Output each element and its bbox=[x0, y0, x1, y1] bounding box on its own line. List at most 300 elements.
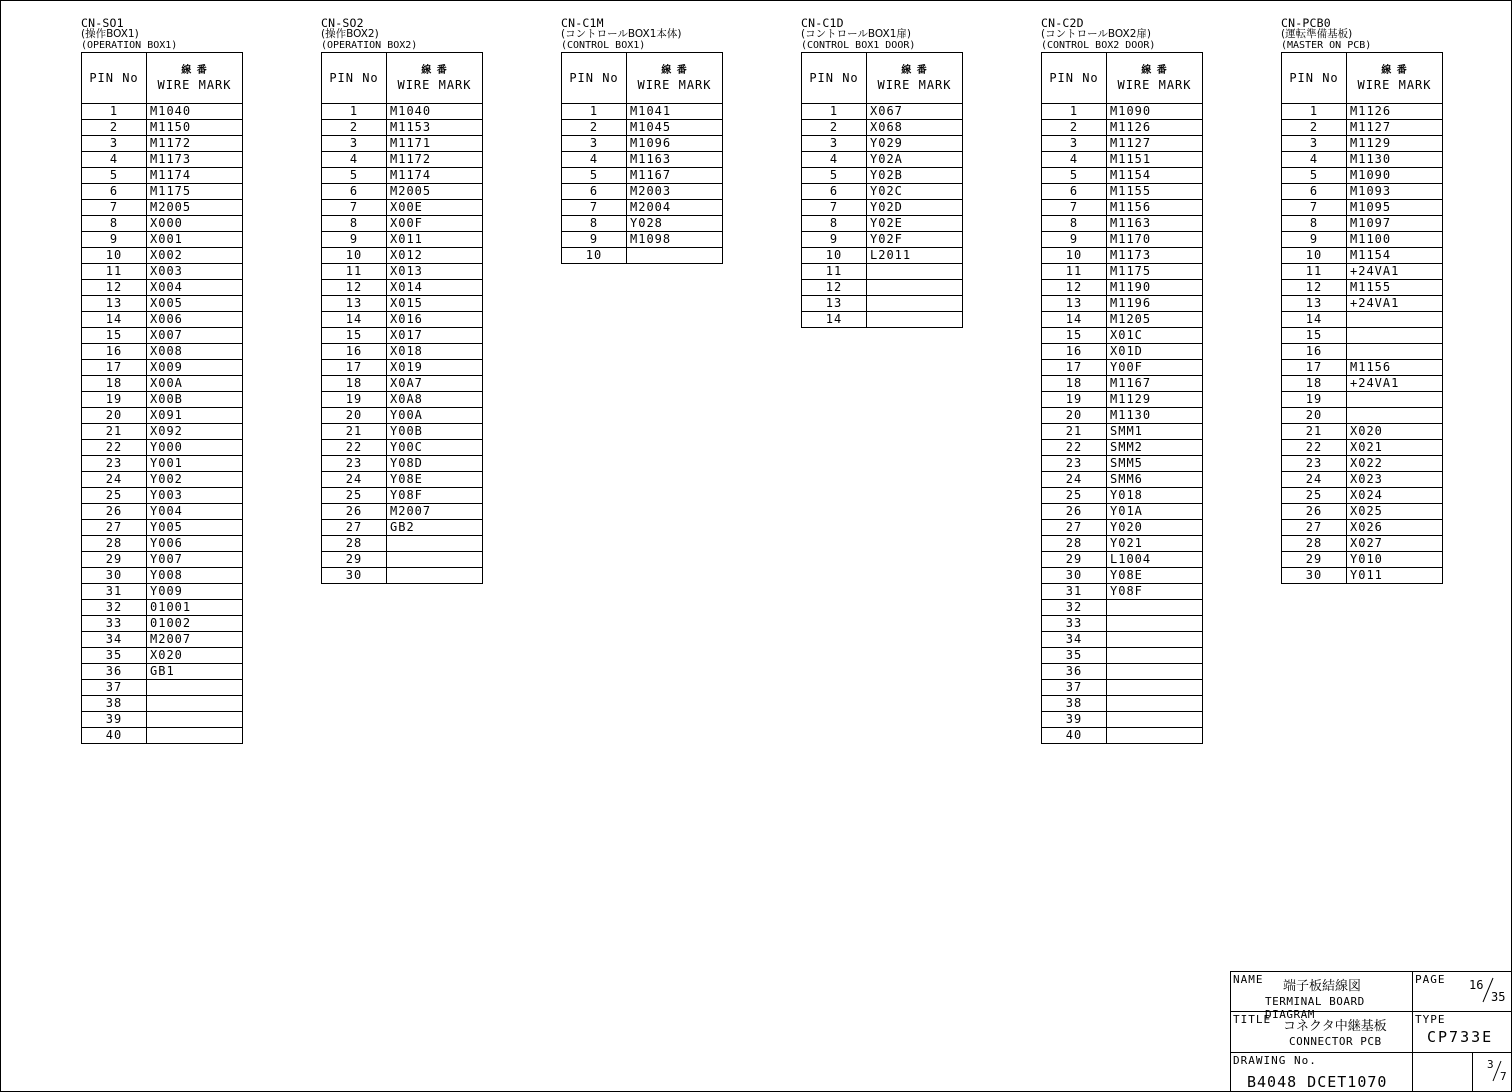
wire-mark: M1155 bbox=[1107, 184, 1203, 200]
table-row bbox=[1282, 136, 1443, 152]
wire-mark: X092 bbox=[147, 424, 243, 440]
wire-mark: X026 bbox=[1347, 520, 1443, 536]
wire-mark: X01C bbox=[1107, 328, 1203, 344]
pin-number: 18 bbox=[322, 376, 387, 392]
pin-number: 23 bbox=[1282, 456, 1347, 472]
name-label: NAME bbox=[1233, 973, 1264, 986]
wire-mark: M1205 bbox=[1107, 312, 1203, 328]
wire-mark: M1173 bbox=[147, 152, 243, 168]
table-row bbox=[1042, 312, 1203, 328]
wire-mark: X091 bbox=[147, 408, 243, 424]
table-row bbox=[82, 376, 243, 392]
pin-table bbox=[1041, 52, 1203, 744]
pin-number: 24 bbox=[1282, 472, 1347, 488]
pin-number: 3 bbox=[562, 136, 627, 152]
table-header bbox=[1042, 53, 1203, 104]
wire-mark: M2005 bbox=[147, 200, 243, 216]
wire-mark-header-jp: 線 番 bbox=[1381, 65, 1408, 76]
pin-number: 3 bbox=[1042, 136, 1107, 152]
table-row bbox=[1282, 120, 1443, 136]
table-row bbox=[322, 232, 483, 248]
pin-number: 29 bbox=[1282, 552, 1347, 568]
wire-mark: M1174 bbox=[147, 168, 243, 184]
table-row bbox=[82, 520, 243, 536]
pin-number: 29 bbox=[1042, 552, 1107, 568]
pin-number: 20 bbox=[1282, 408, 1347, 424]
table-row bbox=[802, 264, 963, 280]
table-row bbox=[1042, 248, 1203, 264]
pin-number: 5 bbox=[802, 168, 867, 184]
pin-number: 9 bbox=[1042, 232, 1107, 248]
pin-number: 1 bbox=[802, 104, 867, 120]
wire-mark-header bbox=[627, 53, 723, 104]
page-total: 35 bbox=[1491, 990, 1506, 1004]
pin-number: 10 bbox=[322, 248, 387, 264]
pin-number: 29 bbox=[322, 552, 387, 568]
table-row bbox=[1042, 680, 1203, 696]
wire-mark: M1156 bbox=[1107, 200, 1203, 216]
drawing-name-en: TERMINAL BOARD DIAGRAM bbox=[1265, 995, 1365, 1021]
wire-mark: X0A8 bbox=[387, 392, 483, 408]
table-row bbox=[1042, 728, 1203, 744]
wire-mark: X00E bbox=[387, 200, 483, 216]
connector-cn-c1m bbox=[561, 18, 723, 264]
pin-number: 17 bbox=[1282, 360, 1347, 376]
connector-title-en: (CONTROL BOX2 DOOR) bbox=[1041, 40, 1156, 51]
table-row bbox=[802, 248, 963, 264]
table-row bbox=[1282, 392, 1443, 408]
wire-mark: M1172 bbox=[387, 152, 483, 168]
pin-number: 7 bbox=[322, 200, 387, 216]
table-row bbox=[1042, 440, 1203, 456]
table-row bbox=[1282, 504, 1443, 520]
pin-number: 8 bbox=[802, 216, 867, 232]
wire-mark: Y005 bbox=[147, 520, 243, 536]
pin-number: 7 bbox=[802, 200, 867, 216]
drawing-number-label: DRAWING No. bbox=[1233, 1054, 1317, 1067]
pin-number: 26 bbox=[82, 504, 147, 520]
connector-title-en: (OPERATION BOX2) bbox=[321, 40, 418, 51]
pin-number: 10 bbox=[562, 248, 627, 264]
table-row bbox=[1042, 120, 1203, 136]
wire-mark-header bbox=[147, 53, 243, 104]
pin-number: 8 bbox=[322, 216, 387, 232]
wire-mark bbox=[1107, 648, 1203, 664]
table-row bbox=[1042, 568, 1203, 584]
pin-number: 37 bbox=[1042, 680, 1107, 696]
pin-number: 32 bbox=[82, 600, 147, 616]
wire-mark: M1129 bbox=[1347, 136, 1443, 152]
table-row bbox=[82, 536, 243, 552]
pin-number: 39 bbox=[82, 712, 147, 728]
wire-mark: X006 bbox=[147, 312, 243, 328]
table-row bbox=[1042, 152, 1203, 168]
pin-number: 29 bbox=[82, 552, 147, 568]
type-value: CP733E bbox=[1427, 1028, 1494, 1046]
pin-number: 2 bbox=[1282, 120, 1347, 136]
pin-number: 26 bbox=[1042, 504, 1107, 520]
wire-mark bbox=[627, 248, 723, 264]
sheet-total: 7 bbox=[1500, 1070, 1507, 1083]
pin-number: 36 bbox=[82, 664, 147, 680]
connector-id: CN-C2D bbox=[1041, 16, 1084, 30]
table-row bbox=[1282, 440, 1443, 456]
connector-title-jp: (コントロールBOX1本体) bbox=[561, 28, 682, 40]
pin-number: 11 bbox=[322, 264, 387, 280]
table-row bbox=[322, 424, 483, 440]
wire-mark: M1130 bbox=[1347, 152, 1443, 168]
wire-mark bbox=[1107, 712, 1203, 728]
pin-number: 3 bbox=[322, 136, 387, 152]
table-row bbox=[322, 504, 483, 520]
table-row bbox=[562, 216, 723, 232]
wire-mark: M1167 bbox=[627, 168, 723, 184]
pin-number: 4 bbox=[1042, 152, 1107, 168]
wire-mark bbox=[387, 568, 483, 584]
connector-id: CN-C1M bbox=[561, 16, 604, 30]
pin-number: 35 bbox=[82, 648, 147, 664]
table-header bbox=[82, 53, 243, 104]
wire-mark: M2007 bbox=[387, 504, 483, 520]
pin-table bbox=[801, 52, 963, 328]
table-row bbox=[322, 520, 483, 536]
page-number: 16 bbox=[1469, 978, 1484, 992]
table-row bbox=[1042, 472, 1203, 488]
pin-number: 22 bbox=[82, 440, 147, 456]
table-row bbox=[562, 136, 723, 152]
connector-title-en: (CONTROL BOX1) bbox=[561, 40, 646, 51]
type-cell bbox=[1412, 1011, 1512, 1052]
wire-mark-header-jp: 線 番 bbox=[181, 65, 208, 76]
pin-number: 15 bbox=[1042, 328, 1107, 344]
wire-mark: X01D bbox=[1107, 344, 1203, 360]
pin-number: 12 bbox=[802, 280, 867, 296]
table-row bbox=[1282, 312, 1443, 328]
wire-mark: X00F bbox=[387, 216, 483, 232]
pin-number: 31 bbox=[82, 584, 147, 600]
wire-mark: Y00B bbox=[387, 424, 483, 440]
pin-number: 13 bbox=[1282, 296, 1347, 312]
wire-mark: X013 bbox=[387, 264, 483, 280]
table-row bbox=[82, 136, 243, 152]
pin-number: 11 bbox=[82, 264, 147, 280]
table-row bbox=[322, 248, 483, 264]
table-row bbox=[1042, 376, 1203, 392]
table-header bbox=[562, 53, 723, 104]
table-row bbox=[1042, 520, 1203, 536]
table-row bbox=[1282, 552, 1443, 568]
table-row bbox=[562, 184, 723, 200]
table-row bbox=[82, 616, 243, 632]
wire-mark: X023 bbox=[1347, 472, 1443, 488]
table-row bbox=[1282, 520, 1443, 536]
wire-mark: X00B bbox=[147, 392, 243, 408]
table-row bbox=[322, 184, 483, 200]
pin-number: 5 bbox=[562, 168, 627, 184]
pin-number: 16 bbox=[1042, 344, 1107, 360]
table-row bbox=[1282, 408, 1443, 424]
pin-number: 2 bbox=[82, 120, 147, 136]
wire-mark-header bbox=[1107, 53, 1203, 104]
wire-mark: L1004 bbox=[1107, 552, 1203, 568]
wire-mark: X020 bbox=[147, 648, 243, 664]
pin-number: 20 bbox=[82, 408, 147, 424]
pin-number: 6 bbox=[562, 184, 627, 200]
pin-number: 27 bbox=[82, 520, 147, 536]
pin-number: 8 bbox=[562, 216, 627, 232]
table-row bbox=[1042, 600, 1203, 616]
pin-number: 6 bbox=[1042, 184, 1107, 200]
wire-mark: X024 bbox=[1347, 488, 1443, 504]
wire-mark: Y00A bbox=[387, 408, 483, 424]
wire-mark bbox=[1347, 312, 1443, 328]
pin-number: 13 bbox=[82, 296, 147, 312]
pin-number: 5 bbox=[82, 168, 147, 184]
table-row bbox=[1282, 280, 1443, 296]
pin-number: 23 bbox=[82, 456, 147, 472]
pin-number: 1 bbox=[82, 104, 147, 120]
connector-id: CN-PCB0 bbox=[1281, 16, 1331, 30]
wire-mark: M2003 bbox=[627, 184, 723, 200]
pin-number: 13 bbox=[1042, 296, 1107, 312]
pin-number: 20 bbox=[322, 408, 387, 424]
pin-number: 5 bbox=[1282, 168, 1347, 184]
wire-mark: Y08F bbox=[1107, 584, 1203, 600]
table-row bbox=[1042, 488, 1203, 504]
pin-number: 11 bbox=[1282, 264, 1347, 280]
table-row bbox=[82, 216, 243, 232]
page-label: PAGE bbox=[1415, 973, 1446, 986]
wire-mark: M1154 bbox=[1347, 248, 1443, 264]
table-row bbox=[1042, 536, 1203, 552]
pin-number: 12 bbox=[1042, 280, 1107, 296]
pin-number: 23 bbox=[1042, 456, 1107, 472]
table-row bbox=[82, 280, 243, 296]
wire-mark: X008 bbox=[147, 344, 243, 360]
table-row bbox=[1282, 472, 1443, 488]
wire-mark: Y011 bbox=[1347, 568, 1443, 584]
table-row bbox=[82, 440, 243, 456]
pin-number: 13 bbox=[802, 296, 867, 312]
pin-number: 24 bbox=[82, 472, 147, 488]
table-row bbox=[322, 264, 483, 280]
wire-mark: GB2 bbox=[387, 520, 483, 536]
table-row bbox=[322, 488, 483, 504]
connector-cn-c1d bbox=[801, 18, 963, 328]
wire-mark: X007 bbox=[147, 328, 243, 344]
wire-mark: Y00C bbox=[387, 440, 483, 456]
pin-number: 19 bbox=[322, 392, 387, 408]
table-row bbox=[802, 184, 963, 200]
wire-mark: M1155 bbox=[1347, 280, 1443, 296]
pin-number: 14 bbox=[82, 312, 147, 328]
wire-mark: Y002 bbox=[147, 472, 243, 488]
pin-number: 6 bbox=[1282, 184, 1347, 200]
table-row bbox=[82, 360, 243, 376]
table-row bbox=[802, 152, 963, 168]
table-row bbox=[1042, 392, 1203, 408]
wire-mark bbox=[1347, 328, 1443, 344]
pin-number: 26 bbox=[1282, 504, 1347, 520]
table-row bbox=[322, 536, 483, 552]
table-row bbox=[82, 168, 243, 184]
table-row bbox=[1042, 584, 1203, 600]
pin-number: 2 bbox=[802, 120, 867, 136]
table-row bbox=[82, 472, 243, 488]
wire-mark: SMM5 bbox=[1107, 456, 1203, 472]
table-row bbox=[1042, 296, 1203, 312]
pin-number: 5 bbox=[1042, 168, 1107, 184]
title-cell bbox=[1230, 1011, 1412, 1052]
pin-number: 19 bbox=[82, 392, 147, 408]
table-row bbox=[562, 248, 723, 264]
pin-number: 37 bbox=[82, 680, 147, 696]
pin-number: 14 bbox=[1042, 312, 1107, 328]
pin-number: 23 bbox=[322, 456, 387, 472]
pin-number: 25 bbox=[1042, 488, 1107, 504]
pin-number: 33 bbox=[82, 616, 147, 632]
pin-number: 9 bbox=[1282, 232, 1347, 248]
table-row bbox=[802, 296, 963, 312]
pin-number: 14 bbox=[1282, 312, 1347, 328]
wire-mark-header-en: WIRE MARK bbox=[397, 78, 472, 92]
wire-mark: M1190 bbox=[1107, 280, 1203, 296]
connector-id: CN-SO2 bbox=[321, 16, 364, 30]
table-row bbox=[1282, 264, 1443, 280]
pin-number: 27 bbox=[1042, 520, 1107, 536]
table-row bbox=[322, 456, 483, 472]
wire-mark: X00A bbox=[147, 376, 243, 392]
table-row bbox=[1042, 280, 1203, 296]
table-row bbox=[1042, 328, 1203, 344]
pin-number: 11 bbox=[802, 264, 867, 280]
pin-number: 34 bbox=[1042, 632, 1107, 648]
wire-mark: SMM2 bbox=[1107, 440, 1203, 456]
wire-mark: M1154 bbox=[1107, 168, 1203, 184]
pin-number: 26 bbox=[322, 504, 387, 520]
blank-cell bbox=[1412, 1052, 1472, 1092]
pin-number: 30 bbox=[1042, 568, 1107, 584]
table-row bbox=[1042, 552, 1203, 568]
table-row bbox=[1042, 232, 1203, 248]
table-row bbox=[82, 456, 243, 472]
wire-mark: Y010 bbox=[1347, 552, 1443, 568]
pin-number: 18 bbox=[1282, 376, 1347, 392]
wire-mark: X009 bbox=[147, 360, 243, 376]
wire-mark: M1045 bbox=[627, 120, 723, 136]
wire-mark: M1127 bbox=[1347, 120, 1443, 136]
wire-mark: M1127 bbox=[1107, 136, 1203, 152]
table-row bbox=[322, 376, 483, 392]
table-header bbox=[322, 53, 483, 104]
wire-mark: M1097 bbox=[1347, 216, 1443, 232]
wire-mark: M1098 bbox=[627, 232, 723, 248]
pin-number: 10 bbox=[1282, 248, 1347, 264]
pin-number: 28 bbox=[82, 536, 147, 552]
wire-mark-header-en: WIRE MARK bbox=[1357, 78, 1432, 92]
table-row bbox=[82, 248, 243, 264]
wire-mark bbox=[147, 712, 243, 728]
pin-number: 25 bbox=[322, 488, 387, 504]
pin-number: 6 bbox=[82, 184, 147, 200]
table-row bbox=[1042, 184, 1203, 200]
wire-mark: Y02A bbox=[867, 152, 963, 168]
table-row bbox=[1042, 168, 1203, 184]
title-block bbox=[1230, 971, 1512, 1092]
wire-mark: M1175 bbox=[1107, 264, 1203, 280]
table-row bbox=[82, 328, 243, 344]
pin-number: 14 bbox=[802, 312, 867, 328]
drawing-number-cell bbox=[1230, 1052, 1412, 1092]
table-row bbox=[1042, 104, 1203, 120]
wire-mark bbox=[147, 680, 243, 696]
wire-mark bbox=[147, 728, 243, 744]
wire-mark bbox=[1107, 600, 1203, 616]
table-row bbox=[82, 424, 243, 440]
pin-number: 28 bbox=[1282, 536, 1347, 552]
wire-mark: M1196 bbox=[1107, 296, 1203, 312]
pin-number: 4 bbox=[82, 152, 147, 168]
wire-mark: M2005 bbox=[387, 184, 483, 200]
wire-mark: M1163 bbox=[627, 152, 723, 168]
table-row bbox=[1282, 200, 1443, 216]
wire-mark: Y00F bbox=[1107, 360, 1203, 376]
pin-number: 38 bbox=[1042, 696, 1107, 712]
table-row bbox=[322, 280, 483, 296]
table-row bbox=[1042, 424, 1203, 440]
pin-number: 3 bbox=[802, 136, 867, 152]
wire-mark bbox=[867, 280, 963, 296]
pin-number: 16 bbox=[322, 344, 387, 360]
wire-mark: X001 bbox=[147, 232, 243, 248]
connector-title-en: (MASTER ON PCB) bbox=[1281, 40, 1372, 51]
table-row bbox=[1282, 360, 1443, 376]
table-row bbox=[322, 440, 483, 456]
wire-mark bbox=[867, 312, 963, 328]
wire-mark: Y004 bbox=[147, 504, 243, 520]
wire-mark: Y08F bbox=[387, 488, 483, 504]
wire-mark: M1153 bbox=[387, 120, 483, 136]
connector-title-jp: (コントロールBOX1扉) bbox=[801, 28, 911, 40]
pin-number: 12 bbox=[1282, 280, 1347, 296]
pin-number: 3 bbox=[1282, 136, 1347, 152]
wire-mark-header-jp: 線 番 bbox=[901, 65, 928, 76]
wire-mark-header bbox=[867, 53, 963, 104]
pin-number: 9 bbox=[802, 232, 867, 248]
table-row bbox=[82, 104, 243, 120]
table-row bbox=[82, 504, 243, 520]
wire-mark: Y08D bbox=[387, 456, 483, 472]
table-row bbox=[82, 264, 243, 280]
wire-mark: M1171 bbox=[387, 136, 483, 152]
wire-mark-header bbox=[1347, 53, 1443, 104]
wire-mark: Y020 bbox=[1107, 520, 1203, 536]
pin-number: 32 bbox=[1042, 600, 1107, 616]
pin-number: 36 bbox=[1042, 664, 1107, 680]
table-row bbox=[82, 664, 243, 680]
pin-number: 7 bbox=[562, 200, 627, 216]
pin-number: 1 bbox=[562, 104, 627, 120]
table-row bbox=[1282, 488, 1443, 504]
pin-number: 9 bbox=[322, 232, 387, 248]
wire-mark: Y08E bbox=[387, 472, 483, 488]
pin-number: 4 bbox=[562, 152, 627, 168]
wire-mark-header-jp: 線 番 bbox=[421, 65, 448, 76]
pin-number: 19 bbox=[1282, 392, 1347, 408]
wire-mark: X015 bbox=[387, 296, 483, 312]
wire-mark: M1126 bbox=[1347, 104, 1443, 120]
connector-title-en: (OPERATION BOX1) bbox=[81, 40, 178, 51]
